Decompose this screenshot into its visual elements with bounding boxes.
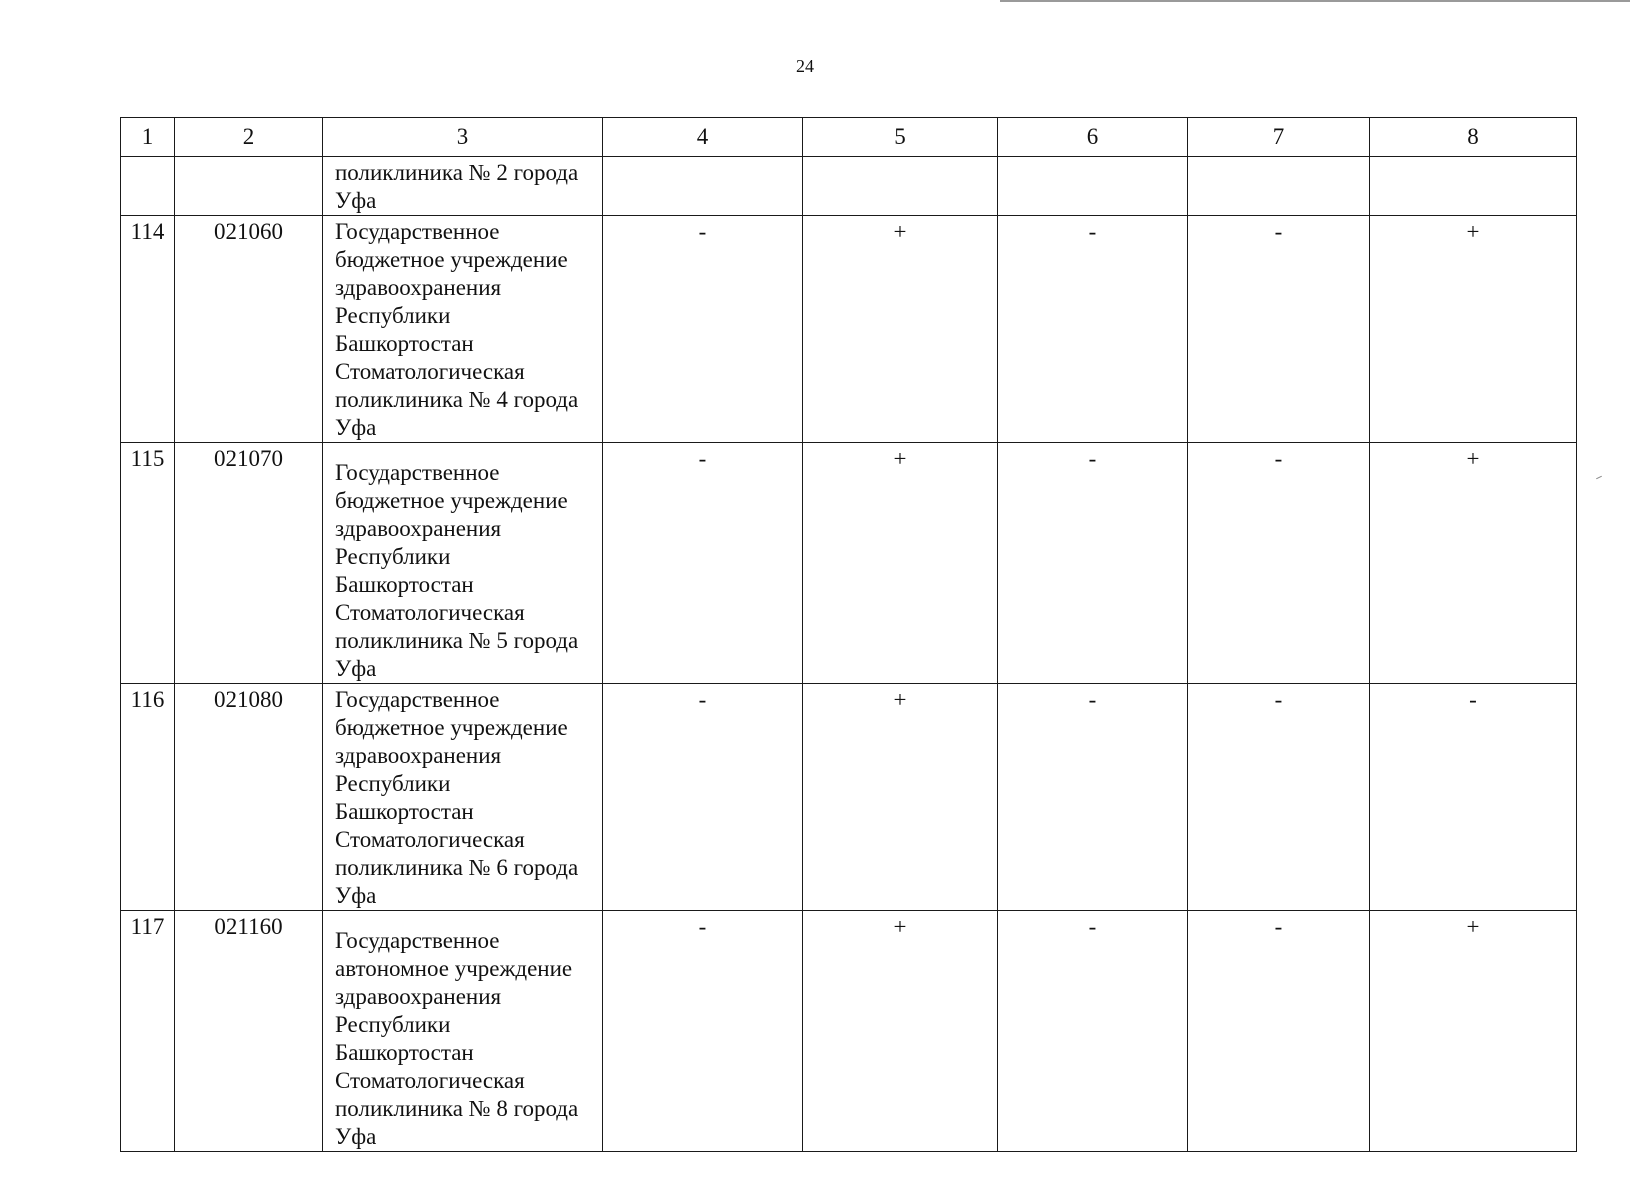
cell-col-7: -	[1188, 216, 1370, 443]
cell-organization-name: Государственное автономное учреждение здравоохранения Республики Башкортостан Стоматологическая поликлиника № 8 города Уфа	[323, 911, 603, 1152]
cell-col-6	[998, 157, 1188, 216]
table-row	[121, 684, 1577, 911]
table-row	[121, 216, 1577, 443]
organizations-table	[120, 117, 1577, 1152]
cell-col-7	[1188, 157, 1370, 216]
cell-col-5: +	[803, 443, 998, 684]
cell-organization-name: Государственное бюджетное учреждение здравоохранения Республики Башкортостан Стоматологическая поликлиника № 6 города Уфа	[323, 684, 603, 911]
cell-organization-name: поликлиника № 2 города Уфа	[323, 157, 603, 216]
cell-col-7: -	[1188, 684, 1370, 911]
cell-col-5	[803, 157, 998, 216]
table-row	[121, 443, 1577, 684]
cell-code: 021060	[175, 216, 323, 443]
cell-number: 116	[121, 684, 175, 911]
header-cell-1: 1	[121, 118, 175, 157]
cell-number: 115	[121, 443, 175, 684]
top-scan-rule	[1000, 0, 1630, 2]
cell-col-8: +	[1370, 443, 1577, 684]
cell-number: 114	[121, 216, 175, 443]
cell-organization-name: Государственное бюджетное учреждение здравоохранения Республики Башкортостан Стоматологическая поликлиника № 4 города Уфа	[323, 216, 603, 443]
cell-col-5: +	[803, 911, 998, 1152]
cell-organization-name: Государственное бюджетное учреждение здравоохранения Республики Башкортостан Стоматологическая поликлиника № 5 города Уфа	[323, 443, 603, 684]
cell-code: 021160	[175, 911, 323, 1152]
table-row	[121, 911, 1577, 1152]
cell-col-8: -	[1370, 684, 1577, 911]
cell-col-4: -	[603, 216, 803, 443]
header-cell-2: 2	[175, 118, 323, 157]
cell-col-4: -	[603, 443, 803, 684]
scan-mark	[1596, 476, 1602, 479]
cell-col-7: -	[1188, 911, 1370, 1152]
cell-col-8	[1370, 157, 1577, 216]
header-cell-8: 8	[1370, 118, 1577, 157]
cell-col-8: +	[1370, 911, 1577, 1152]
cell-code: 021070	[175, 443, 323, 684]
continuation-row	[121, 157, 1577, 216]
cell-col-7: -	[1188, 443, 1370, 684]
cell-col-4	[603, 157, 803, 216]
cell-col-5: +	[803, 684, 998, 911]
cell-col-6: -	[998, 443, 1188, 684]
page-number: 24	[796, 56, 814, 76]
cell-code: 021080	[175, 684, 323, 911]
cell-col-6: -	[998, 216, 1188, 443]
cell-col-5: +	[803, 216, 998, 443]
header-cell-7: 7	[1188, 118, 1370, 157]
cell-code	[175, 157, 323, 216]
header-cell-5: 5	[803, 118, 998, 157]
cell-col-6: -	[998, 911, 1188, 1152]
cell-col-4: -	[603, 911, 803, 1152]
cell-col-8: +	[1370, 216, 1577, 443]
header-cell-6: 6	[998, 118, 1188, 157]
cell-col-4: -	[603, 684, 803, 911]
header-cell-4: 4	[603, 118, 803, 157]
header-cell-3: 3	[323, 118, 603, 157]
cell-number: 117	[121, 911, 175, 1152]
header-row	[121, 118, 1577, 157]
cell-col-6: -	[998, 684, 1188, 911]
cell-number	[121, 157, 175, 216]
